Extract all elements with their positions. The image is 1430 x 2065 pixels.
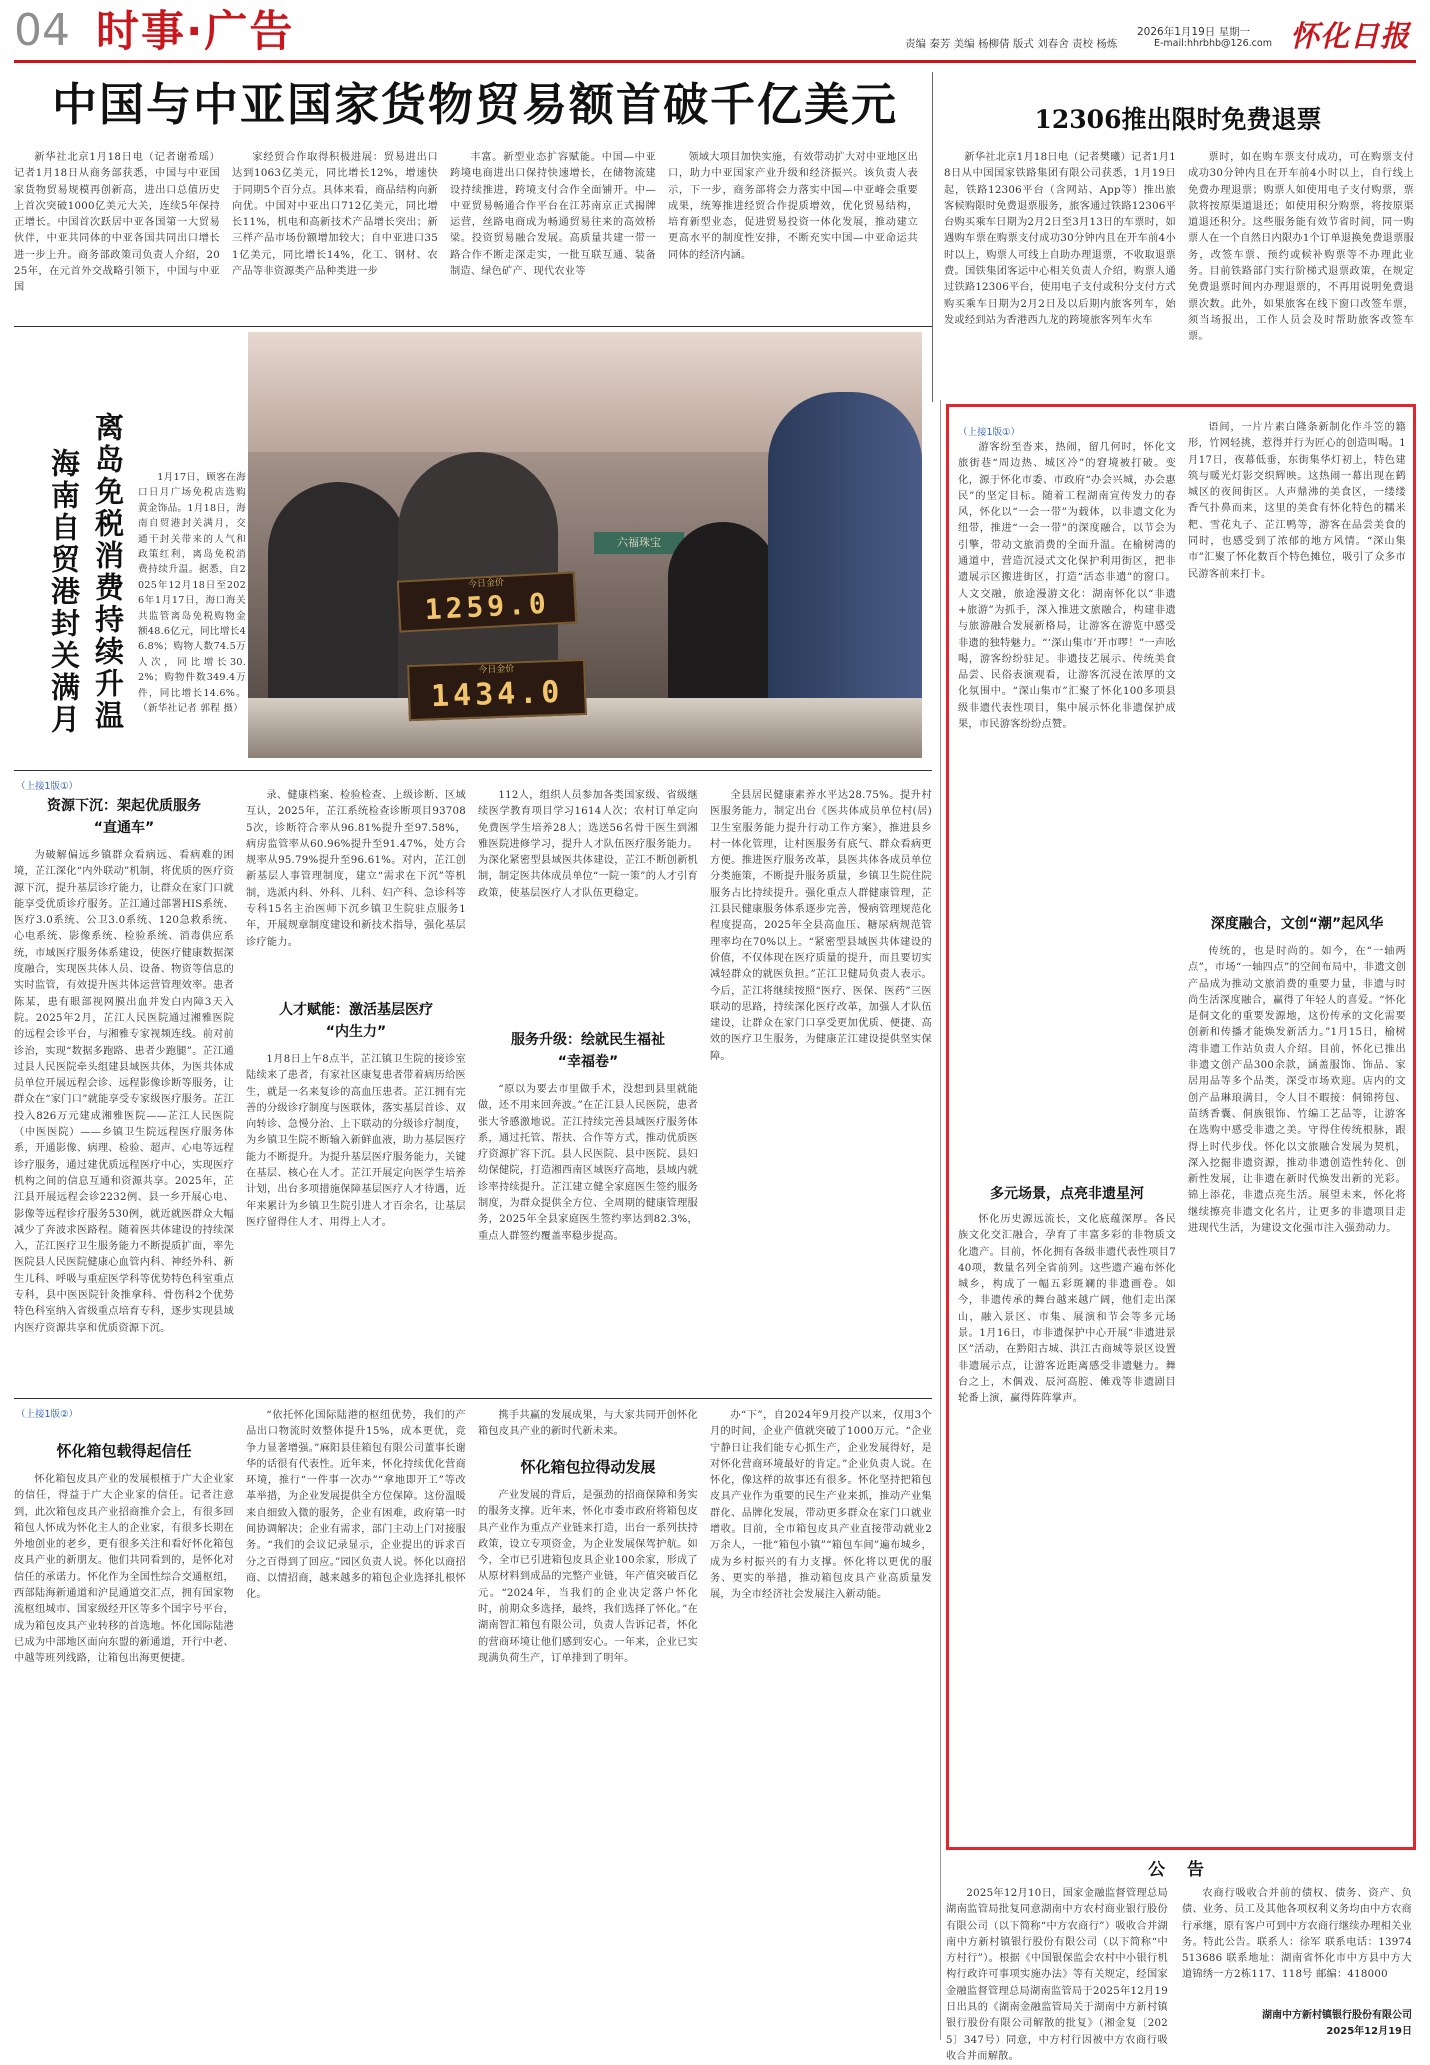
box-col-1: 怀化箱包皮具产业的发展根植于广大企业家的信任，得益于广大企业家的信任。记者注意到，此次箱包皮具产业招商推介会上，有很多回箱包人怀成为怀化主人的企业家，有很多长期在外地创业的老乡，更有很多关注和看好怀化箱包皮具产业的新朋友。他们共同看到的，是怀化对信任的承诺力。怀化作为全国性综合交通枢纽，西部陆海新通道和沪昆通道交汇点，拥有国家物流枢纽城市、国家级经开区等多个国字号平台，成为箱包皮具产业转移的首选地。怀化国际陆港已成为中部地区面向东盟的新通道，开行中老、中越等班列线路，让箱包出海更便捷。	[14, 1474, 234, 1665]
refund-headline: 12306推出限时免费退票	[1034, 105, 1322, 134]
heritage-col-2: 语间，一片片素白隆条新制化作斗笠的籍形，竹网轻挑，惹得并行为匠心的创造叫喝。1月17日，夜幕低垂，东街集华灯初上，特色建筑与暖光灯影交织辉映。这热闹一幕出现在鹤城区的夜间街区。人声鼎沸的美食区，一缕缕香气扑鼻而来，这里的美食有怀化特色的糯米粑、雪花丸子、芷江鸭等，游客在品尝美食的同时，也感受到了浓郁的地方风情。“深山集市”汇聚了怀化数百个特色摊位，吸引了众多市民游客前来打卡。	[1188, 422, 1406, 580]
service-headline-2: “幸福卷”	[557, 1054, 619, 1070]
box-col-2: “依托怀化国际陆港的枢纽优势，我们的产品出口物流时效整体提升15%，成本更优，竞争力显著增强。”麻阳县佳箱包有限公司董事长谢华的话很有代表性。近年来，怀化持续优化营商环境，推行“一件事一次办”“拿地即开工”等改革举措，为企业发展提供全方位保障。这份温暖来自细致入微的服务，企业有困难，政府第一时间协调解决；企业有需求，部门主动上门对接服务。“我们的会议记录显示，企业提出的诉求百分之百得到了回应。”园区负责人说。怀化以商招商、以情招商，越来越多的箱包企业选择扎根怀化。	[246, 1410, 466, 1601]
resource-headline-1: 资源下沉：架起优质服务	[47, 798, 201, 814]
heritage-section-head-1: 多元场景，点亮非遗星河	[990, 1186, 1144, 1202]
divider-resource-bottom	[14, 1398, 932, 1399]
notice-title: 公 告	[1148, 1860, 1212, 1880]
lead-divider	[932, 72, 933, 402]
lead-col-1: 新华社北京1月18日电（记者谢希瑶）记者1月18日从商务部获悉，中国与中亚国家货物贸易规模再创新高，进出口总值历史上首次突破1000亿美元大关，连续5年保持正增长。中国首次跃居中亚各国第一大贸易伙伴，中亚共同体的中亚各国共同出口增长进一步上升。商务部政策司负责人介绍，2025年，在元首外交战略引领下，中国与中亚国	[14, 152, 220, 294]
masthead	[0, 0, 1430, 60]
contact-email: E-mail:hhrbhb@126.com	[1154, 38, 1272, 49]
gold-price-value-upper: 1259.0	[423, 586, 551, 627]
box-col-3b: 产业发展的背后，是强劲的招商保障和务实的服务支撑。近年来，怀化市委市政府将箱包皮具产业作为重点产业链来打造，出台一系列扶持政策，设立专项资金，为企业发展保驾护航。如今，全市已引进箱包皮具企业100余家，形成了从原材料到成品的完整产业链，年产值突破百亿元。“2024年，当我们的企业决定落户怀化时，前期众多选择，最终，我们选择了怀化。”在湖南智汇箱包有限公司，负责人告诉记者，怀化的营商环境让他们感到安心。一年来，企业已实现满负荷生产，订单排到了明年。	[478, 1490, 698, 1664]
photo-story-title	[14, 330, 136, 756]
photo-title-line-2: 海南自贸港封关满月	[47, 448, 81, 736]
box-headline-1: 怀化箱包载得起信任	[56, 1442, 192, 1460]
resource-col-3: 112人，组织人员参加各类国家级、省级继续医学教育项目学习1614人次；农村订单定向免费医学生培养28人；选送56名骨干医生到湘雅医院进修学习，提升人才队伍医疗服务能力。为深化紧密型县域医共体建设，芷江不断创新机制，制定医共体成员单位“一院一策”的人才引育政策，使基层医疗人才队伍更稳定。	[478, 790, 698, 899]
resource-headline-2: “直通车”	[93, 820, 155, 836]
talent-col-2: 1月8日上午8点半，芷江镇卫生院的接诊室陆续来了患者，有家社区康复患者带着病历给医生，就是一名来复诊的高血压患者。芷江拥有完善的分级诊疗制度与医联体，落实基层首诊、双向转诊、急慢分治、上下联动的分级诊疗制度，为乡镇卫生院不断输入新鲜血液，助力基层医疗能力不断提升。为提升基层医疗服务能力，关键在基层、核心在人才。芷江开展定向医学生培养计划，出台多项措施保障基层医疗人才待遇，近年来累计为乡镇卫生院引进人才百余名，让基层医疗留得住人才、用得上人才。	[246, 1054, 466, 1228]
notice-col-2: 农商行吸收合并前的债权、债务、资产、负债、业务、员工及其他各项权利义务均由中方农商行承继，原有客户可到中方农商行继续办理相关业务。特此公告。联系人：徐军 联系电话：13974513686 联系地址：湖南省怀化市中方县中方大道锦绣一方2栋117、118号 邮编：418000	[1182, 1888, 1412, 1981]
heritage-col-2b: 传统的，也是时尚的。如今，在“一轴两点”，市场“一轴四点”的空间布局中，非遗文创产品成为推动文旅消费的重要力量，非遗与时尚生活深度融合，赢得了年轻人的喜爱。“怀化是侗文化的重要发源地，这份传承的文化需要创新和传播才能焕发新活力。”1月15日，榆树湾非遗工作站负责人介绍。目前，怀化已推出非遗文创产品300余款，涵盖服饰、饰品、家居用品等多个品类，深受市场欢迎。店内的文创产品琳琅满目，令人目不暇接：侗锦挎包、苗绣香囊、侗族银饰、竹编工艺品等，让游客在选购中感受非遗之美。守得住传统根脉，跟得上时代步伐。怀化以文旅融合发展为契机，深入挖掘非遗资源，推动非遗创造性转化、创新性发展，让非遗在新时代焕发出新的光彩。锦上添花，非遗点亮生活。展望未来，怀化将继续擦亮非遗文化名片，让更多的非遗项目走进现代生活，为建设文化强市注入强劲动力。	[1188, 946, 1406, 1235]
heritage-continuation-tag: （上接1版①）	[958, 427, 1021, 438]
refund-col-2: 票时，如在购车票支付成功，可在购票支付成功30分钟内且在开车前4小时以上，自行线上免费办理退票；购票人如使用电子支付购票，票款将按原渠道退还；如使用积分购票，将按原渠道退还积分。这些服务能有效节省时间，同一购票人在一个自然日内限办1个订单退换免费退票服务，改签车票、预约或候补购票等不办理此业务。目前铁路部门实行阶梯式退票政策，在规定免费退票时间内办理退票的，不再用说明免费退票次数。此外，如果旅客在线下窗口改签车票，须当场报出，工作人员会及时帮助旅客改签车票。	[1188, 152, 1414, 343]
gold-price-label-upper: 今日金价	[467, 578, 505, 590]
lead-col-3: 丰富。新型业态扩容赋能。中国—中亚跨境电商进出口保持快速增长，在储物流建设持续推进，跨境支付合作全面铺开。中—中亚贸易畅通合作平台在江苏南京正式揭牌运营，丝路电商成为畅通贸易往来的高效桥梁。投资贸易融合发展。高质量共建一带一路合作不断走深走实，一批互联互通、装备制造、绿色矿产、现代农业等	[450, 152, 656, 278]
page-number: 04	[14, 5, 70, 56]
lead-col-2: 家经贸合作取得积极进展：贸易进出口达到1063亿美元，同比增长12%，增速快于同期5个百分点。具体来看，商品结构向新向优。中国对中亚出口712亿美元，同比增长11%，机电和高新技术产品增长突出；新三样产品市场份额增加较大；自中亚进口351亿美元，同比增长14%，化工、钢材、农产品等非资源类产品种类进一步	[232, 152, 438, 278]
lead-headline: 中国与中亚国家货物贸易额首破千亿美元	[52, 78, 899, 131]
news-photo	[248, 332, 922, 758]
service-col-3: “原以为要去市里做手术，没想到县里就能做，还不用来回奔波。”在芷江县人民医院，患者张大爷感激地说。芷江持续完善县域医疗服务体系，通过托管、帮扶、合作等方式，推动优质医疗资源扩容下沉。县人民医院、县中医院、县妇幼保健院，打造湘西南区域医疗高地，县域内就诊率持续提升。芷江建立健全家庭医生签约服务制度，为群众提供全方位、全周期的健康管理服务，2025年全县家庭医生签约率达到82.3%，重点人群签约覆盖率稳步提高。	[478, 1084, 698, 1242]
resource-col-1: 为破解偏远乡镇群众看病远、看病难的困境，芷江深化“内外联动”机制，将优质的医疗资源下沉，提升基层诊疗能力，让群众在家门口就能享受优质诊疗服务。芷江通过部署HIS系统、医疗3.0系统、公卫3.0系统、120急救系统、心电系统、影像系统、检验系统、消毒供应系统，市域医疗服务体系建设，使医疗健康数据深度融合，实现医共体人员、设备、物资等信息的实时监管，有效提升医共体运营管理效率。患者陈某，患有眼部视网膜出血并发白内障3天入院。2025年2月，芷江人民医院通过湘雅医院的远程会诊平台，与湘雅专家视频连线。前对前诊治，实现“数据多跑路、患者少跑腿”。芷江通过县人民医院牵头组建县域医共体，为医共体成员单位开展远程会诊、远程影像诊断等服务，让群众在“家门口”就能享受专家级医疗服务。芷江投入826万元建成湘雅医院——芷江人民医院（中医医院）——乡镇卫生院远程医疗服务体系，开通影像、病理、检验、超声、心电等远程诊疗服务，通过建优质远程医疗中心，实现医疗机构之间的信息互通和资源共享。2025年，芷江县开展远程会诊2232例、县一乡开展心电、影像等远程诊疗服务530例，就近就医群众大幅减少了奔波求医路程。随着医共体建设的持续深入，芷江医疗卫生服务能力不断提质扩面，率先医院县人民医院健康心血管内科、神经外科、新生儿科、呼吸与重症医学科等优势特色科室重点专科，县中医医院针灸推拿科、骨伤科2个优势特色科室纳入省级重点培育专科，逐步实现县域内医疗资源共享和优质资源下沉。	[14, 850, 234, 1334]
heritage-section-head-2: 深度融合，文创“潮”起风华	[1210, 916, 1384, 932]
resource-col-2: 录、健康档案、检验检查、上级诊断、区域互认，2025年，芷江系统检查诊断项目937085次，诊断符合率从96.81%提升至97.58%，病房监管率从60.96%提升至91.47%，处方合规率从95.79%提升至96.61%。对内，芷江创新基层人事管理制度，建立“需求在下沉”等机制，选派内科、外科、儿科、妇产科、急诊科等专科15名主治医师下沉乡镇卫生院驻点服务1年，开展规章制度建设和新技术指导，强化基层诊疗能力。	[246, 790, 466, 948]
box-col-4: 办“下”，自2024年9月投产以来，仅用3个月的时间，企业产值就突破了1000万元。“企业宁静日让我们能专心抓生产，企业发展得好，是对怀化营商环境最好的肯定。”企业负责人说。在怀化，像这样的故事还有很多。怀化坚持把箱包皮具产业作为重要的民生产业来抓，推动产业集群化、品牌化发展，带动更多群众在家门口就业增收。目前，全市箱包皮具产业直接带动就业2万余人，一批“箱包小镇”“箱包车间”遍布城乡，成为乡村振兴的有力支撑。怀化将以更优的服务、更实的举措，推动箱包皮具产业高质量发展，为全市经济社会发展注入新动能。	[710, 1410, 932, 1601]
photo-title-line-1: 离岛免税消费持续升温	[91, 412, 125, 732]
editors-line: 责编 秦芳 美编 杨柳倩 版式 刘春舍 责校 杨炼	[905, 38, 1118, 50]
issue-date: 2026年1月19日 星期一	[1137, 26, 1251, 38]
gold-price-board-lower	[407, 659, 587, 721]
masthead-rule	[14, 60, 1416, 63]
box-headline-2: 怀化箱包拉得动发展	[520, 1458, 656, 1476]
newspaper-logo: 怀化日报	[1290, 19, 1411, 53]
notice-col-1: 2025年12月10日，国家金融监督管理总局湖南监管局批复同意湖南中方农村商业银行股份有限公司（以下简称“中方农商行”）吸收合并湖南中方新村镇银行股份有限公司（以下简称“中方村行”）。根据《中国银保监会农村中小银行机构行政许可事项实施办法》等有关规定，经国家金融监督管理总局湖南监管局于2025年12月19日出具的《湖南金融监管局关于湖南中方新村镇银行股份有限公司解散的批复》（湘金复〔2025〕347号）同意，中方村行因被中方农商行吸收合并而解散。	[946, 1888, 1168, 2062]
notice-date: 2025年12月19日	[1326, 2026, 1412, 2037]
divider-right-column	[940, 400, 941, 2040]
refund-col-1: 新华社北京1月18日电（记者樊曦）记者1月18日从中国国家铁路集团有限公司获悉，1月19日起，铁路12306平台（含网站、App等）推出旅客候购限时免费退票服务，旅客通过铁路12306平台购买乘车日期为2月2日至3月13日的车票时，如遇购车票在购票支付成功30分钟内且在开车前4小时以上，购票人可线上自助办理退票，不收取退票费。国铁集团客运中心相关负责人介绍，购票人通过铁路12306平台，使用电子支付或积分支付方式购买乘车日期为2月2日及以后期内旅客列车，始发或经到站为香港西九龙的跨境旅客列车火车	[944, 152, 1176, 326]
notice-signer: 湖南中方新村镇银行股份有限公司	[1262, 2010, 1412, 2021]
section-title: 时事·广告	[96, 7, 295, 57]
service-headline-1: 服务升级：绘就民生福祉	[511, 1032, 665, 1048]
lead-col-4: 领域大项目加快实施，有效带动扩大对中亚地区出口，助力中亚国家产业升级和经济振兴。该负责人表示，下一步，商务部将会力落实中国—中亚峰会重要成果，统筹推进经贸合作提质增效，优化贸易结构，培育新型业态，促进贸易投资一体化发展，推动建立更高水平的制度性安排，不断充实中国—中亚命运共同体的经济内涵。	[668, 152, 919, 261]
gold-price-value-lower: 1434.0	[430, 674, 564, 715]
shop-sign: 六福珠宝	[594, 532, 684, 554]
talent-headline-2: “内生力”	[325, 1024, 387, 1040]
talent-headline-1: 人才赋能：激活基层医疗	[279, 1002, 433, 1018]
resource-col-4: 全县居民健康素养水平达28.75%。提升村医服务能力，制定出台《医共体成员单位村(居)卫生室服务能力提升行动工作方案》，推进县乡村一体化管理，让村医服务有底气、群众看病更方便。推进医疗服务改革，县医共体各成员单位分类施策，不断提升服务质量，乡镇卫生院住院服务占比持续提升。强化重点人群健康管理，芷江县民健康服务体系逐步完善，慢病管理规范化程度提高，2025年全县高血压、糖尿病规范管理率均在70%以上。“紧密型县域医共体建设的价值，不仅体现在医疗质量的提升，而且要切实减轻群众的就医负担。”芷江卫健局负责人表示。今后，芷江将继续按照“医疗、医保、医药”三医联动的思路，持续深化医疗改革，加强人才队伍建设，让群众在家门口享受更加优质、便捷、高效的医疗卫生服务，为健康芷江建设提供坚实保障。	[710, 790, 932, 1062]
heritage-col-1: 游客纷至沓来，热闹，留几何时，怀化文旅街巷“周边热、城区冷”的窘境被打破。变化，源于怀化市委、市政府“办会兴城，办会惠民”的坚定目标。随着工程湖南宣传发力的春风，怀化以“一会一带”为载体，以非遗文化为纽带，推进“一会一带”的深度融合，以节会为引擎，带动文旅消费的全面升温。在榆树湾的通道中，营造沉浸式文化保护利用街区，把非遗展示区搬进街区，打造“活态非遗”的窗口。人文交融，旅途漫游文化：湖南怀化以“非遗+旅游”为抓手，深入推进文旅融合，构建非遗与旅游融合发展新格局，让游客在游览中感受非遗的独特魅力。“‘深山集市’开市啰！”一声吆喝，游客纷纷驻足。非遗技艺展示、传统美食品尝、民俗表演观看，让游客沉浸在浓厚的文化氛围中。“深山集市”汇聚了怀化100多项县级非遗代表性项目，集中展示怀化非遗保护成果，市民游客纷纷点赞。	[958, 442, 1176, 731]
gold-price-label-lower: 今日金价	[478, 664, 515, 676]
resource-continuation-tag: （上接1版①）	[16, 781, 79, 792]
box-continuation-tag: （上接1版②）	[16, 1409, 79, 1420]
box-col-3: 携手共赢的发展成果，与大家共同开创怀化箱包皮具产业的新时代新未来。	[478, 1410, 698, 1438]
divider-photo-bottom	[14, 770, 932, 771]
heritage-col-1b: 怀化历史源远流长，文化底蕴深厚。各民族文化交汇融合，孕育了丰富多彩的非物质文化遗产。目前，怀化拥有各级非遗代表性项目740项，数量名列全省前列。这些遗产遍布怀化城乡，构成了一幅五彩斑斓的非遗画卷。如今，非遗传承的舞台越来越广阔，他们走出深山，融入景区、市集、展演和节会等多元场景。1月16日，市非遗保护中心开展“非遗进景区”活动，在黔阳古城、洪江古商城等景区设置非遗展示点，让游客近距离感受非遗魅力。舞台之上，木偶戏、辰河高腔、傩戏等非遗剧目轮番上演，赢得阵阵掌声。	[958, 1214, 1176, 1405]
photo-caption: 1月17日，顾客在海口日月广场免税店选购黄金饰品。1月18日，海南自贸港封关满月，交通干封关带来的人气和政策红利，离岛免税消费持续升温。据悉，自2025年12月18日至2026年1月17日，海口海关共监管离岛免税购物金额48.6亿元，同比增长46.8%；购物人数74.5万人次，同比增长30.2%；购物件数349.4万件，同比增长14.6%。（新华社记者 郭程 摄）	[138, 472, 246, 715]
gold-price-board-upper	[397, 571, 577, 632]
divider-lead-bottom	[14, 326, 932, 327]
